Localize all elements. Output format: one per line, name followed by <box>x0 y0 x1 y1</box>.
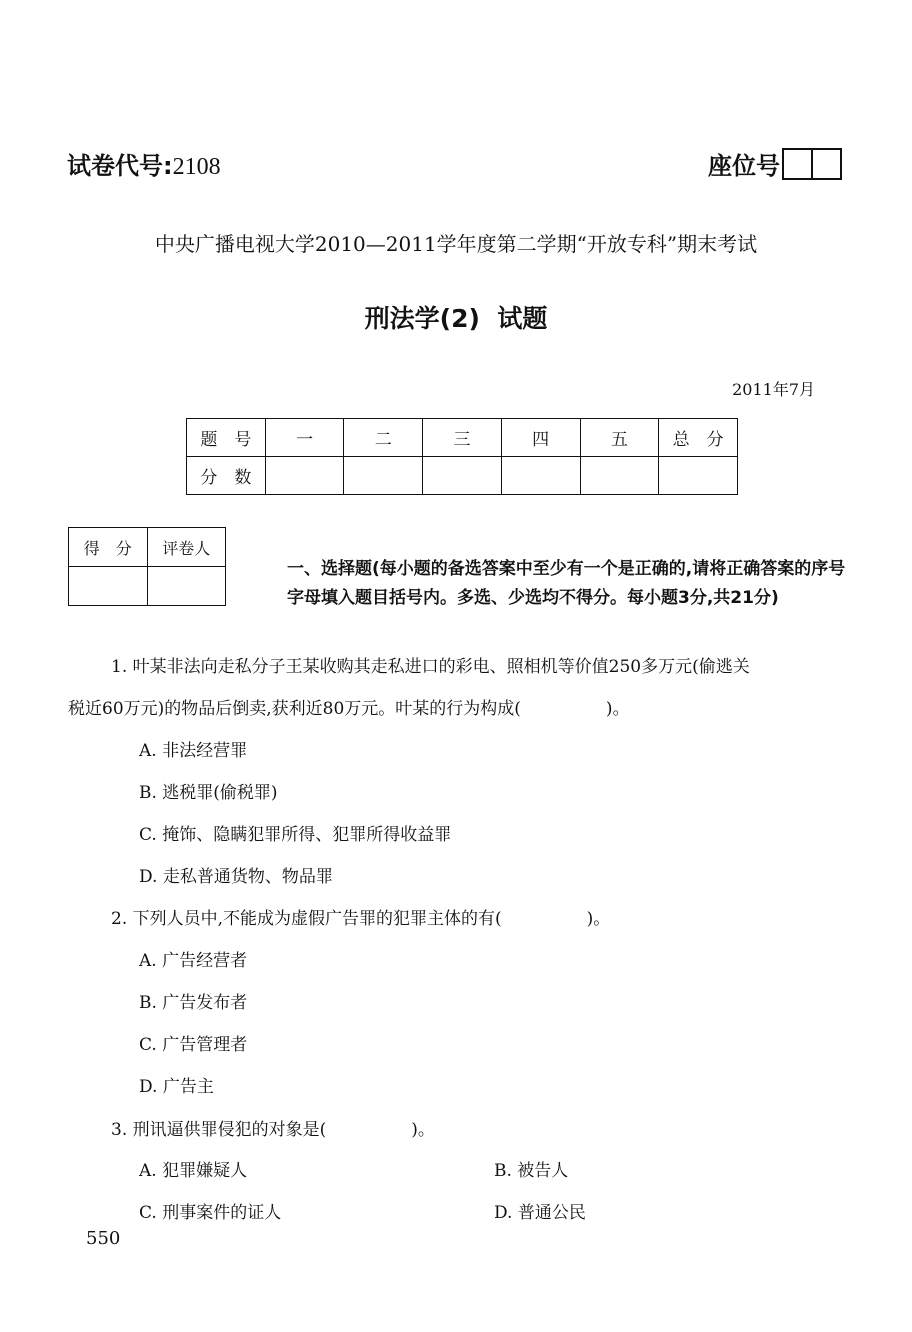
seat-number-label: 座位号 <box>708 152 780 180</box>
subject-title: 刑法学(2) 试题 <box>364 304 548 333</box>
question-1-option-c: C. 掩饰、隐瞒犯罪所得、犯罪所得收益罪 <box>139 825 452 845</box>
exam-code <box>67 146 221 181</box>
grader-table-header-grader: 评卷人 <box>147 528 225 567</box>
score-cell <box>265 457 344 495</box>
score-table-header-cell: 一 <box>265 419 344 457</box>
score-table-header-cell: 三 <box>423 419 502 457</box>
question-1-option-a: A. 非法经营罪 <box>139 741 248 761</box>
question-2-option-c: C. 广告管理者 <box>139 1035 248 1055</box>
score-table-score-row <box>187 457 738 495</box>
section-one-title: 一、选择题(每小题的备选答案中至少有一个是正确的,请将正确答案的序号字母填入题目括号内。多选、少选均不得分。每小题3分,共21分) <box>287 559 846 608</box>
seat-number-boxes <box>782 148 842 180</box>
question-2-option-d: D. 广告主 <box>139 1077 214 1097</box>
exam-code-label: 试卷代号: <box>67 152 173 180</box>
exam-code-number: 2108 <box>172 154 221 180</box>
score-cell <box>344 457 423 495</box>
exam-title-line: 中央广播电视大学2010—2011学年度第二学期“开放专科”期末考试 <box>154 232 758 256</box>
score-cell <box>580 457 659 495</box>
score-table-row-label: 分 数 <box>187 457 266 495</box>
question-1-stem-line-2: 税近60万元)的物品后倒卖,获利近80万元。叶某的行为构成( )。 <box>68 699 630 719</box>
score-table-header-cell: 二 <box>344 419 423 457</box>
exam-date: 2011年7月 <box>732 380 815 399</box>
score-cell <box>423 457 502 495</box>
score-table-header-row <box>187 419 738 457</box>
question-2-option-b: B. 广告发布者 <box>139 993 248 1013</box>
question-3-stem: 3. 刑讯逼供罪侵犯的对象是( )。 <box>111 1120 435 1140</box>
question-2-option-a: A. 广告经营者 <box>139 951 248 971</box>
score-table-header-cell: 四 <box>501 419 580 457</box>
question-1-stem-line-1: 1. 叶某非法向走私分子王某收购其走私进口的彩电、照相机等价值250多万元(偷逃关 <box>111 657 750 677</box>
score-table-header-cell: 总 分 <box>659 419 738 457</box>
page-number: 550 <box>86 1228 121 1249</box>
grader-table <box>68 527 226 606</box>
grader-name-cell <box>147 567 225 606</box>
seat-number <box>708 146 842 181</box>
score-table-header-cell: 五 <box>580 419 659 457</box>
grader-score-cell <box>69 567 148 606</box>
score-cell <box>501 457 580 495</box>
question-3-option-c: C. 刑事案件的证人 <box>139 1203 282 1223</box>
question-3-option-b: B. 被告人 <box>494 1161 569 1181</box>
question-1-option-b: B. 逃税罪(偷税罪) <box>139 783 278 803</box>
question-3-option-a: A. 犯罪嫌疑人 <box>139 1161 248 1181</box>
question-1-option-d: D. 走私普通货物、物品罪 <box>139 867 333 887</box>
score-cell <box>659 457 738 495</box>
question-2-stem: 2. 下列人员中,不能成为虚假广告罪的犯罪主体的有( )。 <box>111 909 611 929</box>
score-table <box>186 418 738 495</box>
score-table-header-cell: 题 号 <box>187 419 266 457</box>
grader-table-header-score: 得 分 <box>69 528 148 567</box>
question-3-option-d: D. 普通公民 <box>494 1203 586 1223</box>
